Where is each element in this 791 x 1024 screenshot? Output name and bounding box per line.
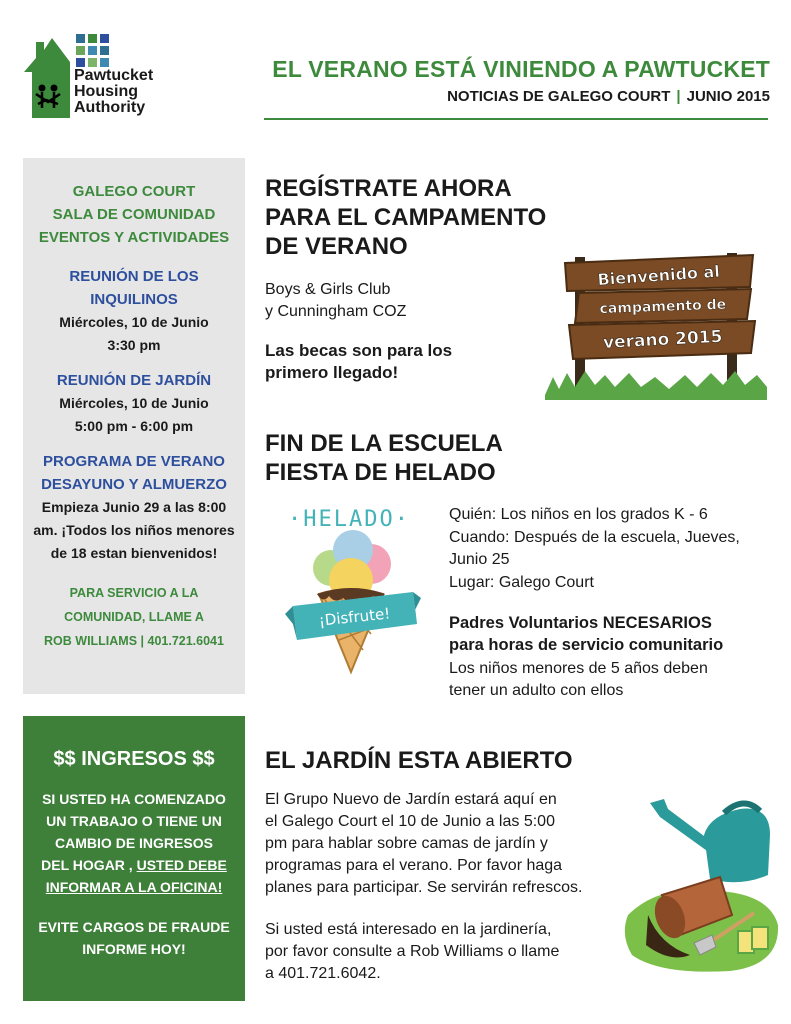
helado-banner-text: ¡Disfrute! [317, 604, 392, 630]
newsletter-subtitle [268, 88, 770, 105]
subtitle-date: JUNIO 2015 [686, 88, 770, 105]
party-when-1: Cuando: Después de la escuela, Jueves, [449, 529, 740, 546]
event-summer-title-1: PROGRAMA DE VERANO [43, 453, 225, 470]
under5-line-2: tener un adulto con ellos [449, 682, 624, 699]
event-summer-detail-2: am. ¡Todos los niños menores [33, 522, 235, 538]
garden-p2-line-2: por favor consulte a Rob Williams o llame [265, 943, 560, 960]
income-must-notice: USTED DEBE [136, 857, 227, 873]
party-when-2: Junio 25 [449, 551, 510, 568]
garden-p1-line-4: programas para el verano. Por favor haga [265, 857, 563, 874]
logo-line-2: Housing [74, 83, 138, 100]
contact-line-3: ROB WILLIAMS | 401.721.6041 [44, 634, 224, 648]
sidebar-heading-3: EVENTOS Y ACTIVIDADES [38, 229, 230, 246]
income-line-5: INFORMAR A LA OFICINA! [45, 879, 223, 895]
garden-heading: EL JARDÍN ESTA ABIERTO [265, 747, 573, 774]
garden-p1-line-2: el Galego Court el 10 de Junio a las 5:00 [265, 813, 555, 830]
event-tenants-title-2: INQUILINOS [90, 291, 178, 308]
camp-org-2: y Cunningham COZ [265, 303, 407, 320]
party-who: Quién: Los niños en los grados K - 6 [449, 506, 708, 523]
garden-p2-line-1: Si usted está interesado en la jardinería, [265, 921, 552, 938]
income-line-3: CAMBIO DE INGRESOS [55, 835, 213, 851]
garden-p1-line-5: planes para participar. Se servirán refrescos. [265, 879, 583, 896]
event-tenants-title-1: REUNIÓN DE LOS [69, 268, 199, 285]
watering-can-illustration [620, 795, 780, 975]
party-when [449, 527, 774, 571]
sidebar-heading-2: SALA DE COMUNIDAD [52, 206, 216, 223]
garden-paragraph-2 [265, 919, 610, 985]
event-summer-detail-3: de 18 estan bienvenidos! [50, 545, 218, 561]
camp-note-2: primero llegado! [265, 363, 399, 382]
income-line-4a: DEL HOGAR , [41, 857, 137, 873]
sidebar-heading-1: GALEGO COURT [72, 183, 196, 200]
garden-p1-line-3: pm para hablar sobre camas de jardín y [265, 835, 548, 852]
under5-line-1: Los niños menores de 5 años deben [449, 660, 708, 677]
welcome-sign-illustration [545, 245, 767, 400]
under-5-notice [449, 658, 769, 702]
event-summer-detail-1: Empieza Junio 29 a las 8:00 [41, 499, 227, 515]
party-heading [265, 429, 585, 487]
event-tenants-date: Miércoles, 10 de Junio [59, 314, 209, 330]
income-line-2: UN TRABAJO O TIENE UN [46, 813, 222, 829]
event-garden-date: Miércoles, 10 de Junio [59, 395, 209, 411]
garden-p1-line-1: El Grupo Nuevo de Jardín estará aquí en [265, 791, 557, 808]
camp-heading-1: REGÍSTRATE AHORA [265, 175, 512, 202]
fraud-line-1: EVITE CARGOS DE FRAUDE [38, 919, 230, 935]
logo-text [74, 68, 153, 116]
events-sidebar [23, 158, 245, 694]
newsletter-title: EL VERANO ESTÁ VINIENDO A PAWTUCKET [272, 56, 770, 82]
camp-scholarship-note [265, 340, 525, 384]
subtitle-left: NOTICIAS DE GALEGO COURT [447, 88, 671, 105]
income-notice-box [23, 716, 245, 1001]
camp-heading-2: PARA EL CAMPAMENTO [265, 204, 547, 231]
event-garden-time: 5:00 pm - 6:00 pm [74, 418, 194, 434]
income-line-1: SI USTED HA COMENZADO [42, 791, 226, 807]
party-heading-2: FIESTA DE HELADO [265, 459, 496, 486]
camp-note-1: Las becas son para los [265, 341, 453, 360]
logo-line-1: Pawtucket [74, 67, 154, 84]
subtitle-separator: | [676, 88, 681, 105]
volunteer-line-2: para horas de servicio comunitario [449, 636, 724, 654]
event-tenants-time: 3:30 pm [107, 337, 161, 353]
garden-p2-line-3: a 401.721.6042. [265, 965, 381, 982]
event-summer-title-2: DESAYUNO Y ALMUERZO [41, 476, 227, 493]
income-title: $$ INGRESOS $$ [53, 748, 215, 770]
fraud-line-2: INFORME HOY! [82, 941, 186, 957]
sign-line-2: campamento de [599, 296, 727, 318]
volunteer-line-1: Padres Voluntarios NECESARIOS [449, 614, 712, 632]
helado-art-word: ·HELADO· [288, 507, 410, 532]
garden-paragraph-1 [265, 789, 610, 899]
camp-heading [265, 174, 585, 261]
sign-line-1: Bienvenido al [596, 261, 721, 290]
contact-line-2: COMUNIDAD, LLAME A [64, 610, 204, 624]
sign-line-3: verano 2015 [602, 326, 723, 354]
header-divider [264, 118, 768, 120]
event-garden-title: REUNIÓN DE JARDÍN [56, 372, 212, 389]
logo-line-3: Authority [74, 99, 146, 116]
volunteer-notice [449, 612, 769, 656]
party-where: Lugar: Galego Court [449, 574, 594, 591]
contact-line-1: PARA SERVICIO A LA [69, 586, 199, 600]
income-line-4 [23, 854, 245, 876]
party-heading-1: FIN DE LA ESCUELA [265, 430, 503, 457]
camp-org-1: Boys & Girls Club [265, 281, 391, 298]
camp-heading-3: DE VERANO [265, 233, 408, 260]
